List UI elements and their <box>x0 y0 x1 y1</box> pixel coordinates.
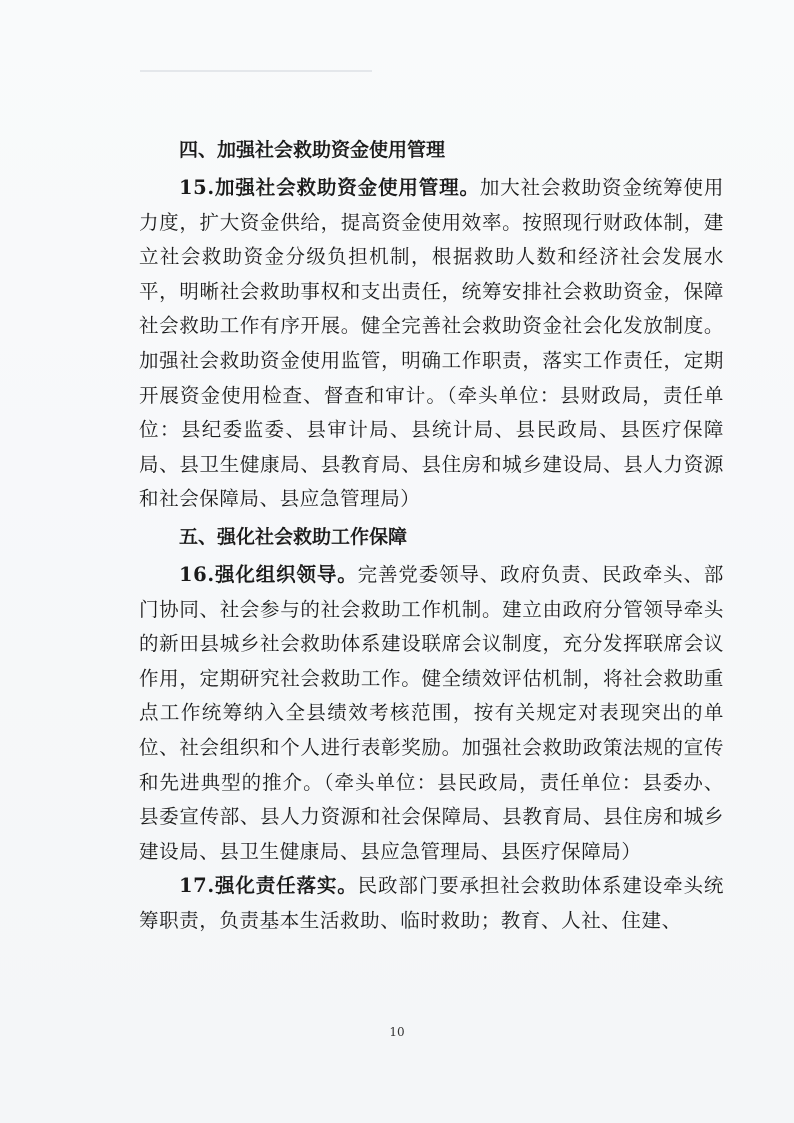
paragraph-15-lead: 15.加强社会救助资金使用管理。 <box>179 176 480 199</box>
paragraph-17 <box>139 869 724 938</box>
paragraph-15-body: 加大社会救助资金统筹使用力度，扩大资金供给，提高资金使用效率。按照现行财政体制，建立社会救助资金分级负担机制，根据救助人数和经济社会发展水平，明晰社会救助事权和支出责任，统筹安排社会救助资金，保障社会救助工作有序开展。健全完善社会救助资金社会化发放制度。加强社会救助资金使用监管，明确工作职责，落实工作责任，定期开展资金使用检查、督查和审计。（牵头单位：县财政局，责任单位：县纪委监委、县审计局、县统计局、县民政局、县医疗保障局、县卫生健康局、县教育局、县住房和城乡建设局、县人力资源和社会保障局、县应急管理局） <box>139 176 725 511</box>
paragraph-15 <box>139 171 724 517</box>
section-heading-4: 四、加强社会救助资金使用管理 <box>179 139 446 161</box>
section-heading-5: 五、强化社会救助工作保障 <box>179 525 408 548</box>
paragraph-16-lead: 16.强化组织领导。 <box>179 562 358 586</box>
document-body <box>139 133 724 938</box>
paragraph-17-body: 民政部门要承担社会救助体系建设牵头统筹职责，负责基本生活救助、临时救助；教育、人社、住建、 <box>139 874 724 932</box>
page-number: 10 <box>389 1025 405 1039</box>
paragraph-16 <box>139 558 724 869</box>
header-rule <box>140 70 372 72</box>
paragraph-17-lead: 17.强化责任落实。 <box>179 874 358 898</box>
paragraph-16-body: 完善党委领导、政府负责、民政牵头、部门协同、社会参与的社会救助工作机制。建立由政府分管领导牵头的新田县城乡社会救助体系建设联席会议制度，充分发挥联席会议作用，定期研究社会救助工作。健全绩效评估机制，将社会救助重点工作统筹纳入全县绩效考核范围，按有关规定对表现突出的单位、社会组织和个人进行表彰奖励。加强社会救助政策法规的宣传和先进典型的推介。（牵头单位：县民政局，责任单位：县委办、县委宣传部、县人力资源和社会保障局、县教育局、县住房和城乡建设局、县卫生健康局、县应急管理局、县医疗保障局） <box>139 562 724 863</box>
